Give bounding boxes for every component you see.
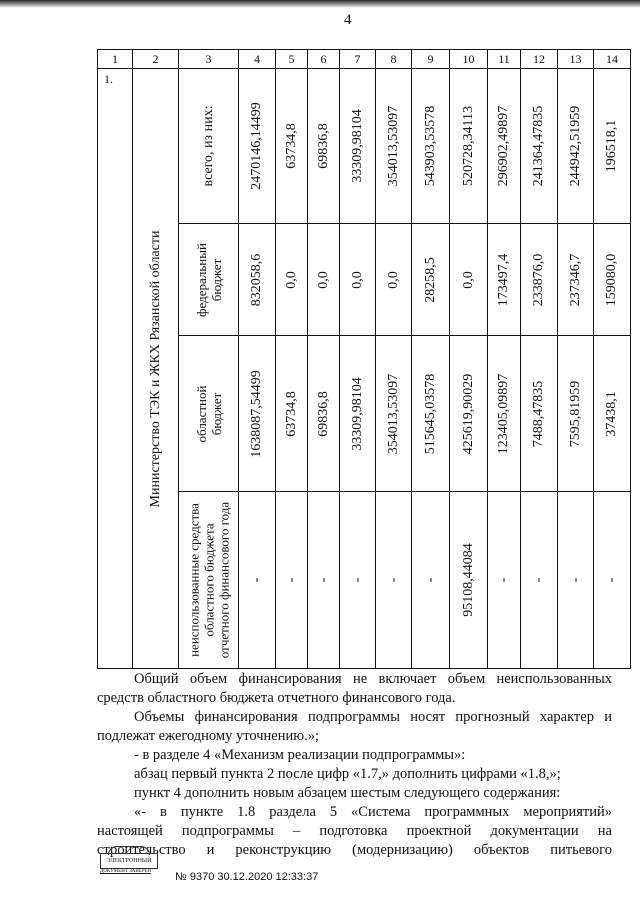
value-cell [239,492,276,669]
value-cell [276,69,308,224]
value: 0,0 [385,270,401,289]
value: 832058,6 [249,253,264,306]
value: 0,0 [460,270,476,289]
value-cell [558,69,594,224]
value-cell [594,492,631,669]
value-cell [450,224,488,336]
value-cell [450,69,488,224]
value-cell [521,492,558,669]
value: 28258,5 [422,256,438,303]
value: 159080,0 [604,253,619,306]
value-cell [521,224,558,336]
value: 0,0 [315,270,331,289]
body-paragraph: средств областного бюджета отчетного финансового года. [97,690,456,706]
value: 241364,47835 [531,105,546,187]
row-label-cell [179,336,239,492]
value: 515645,03578 [422,373,438,454]
value: 0,0 [283,270,299,289]
value: 0,0 [349,270,365,289]
value-cell [239,69,276,224]
value: 244942,51959 [567,105,583,187]
row-index-cell [98,69,133,669]
value: 296902,49897 [496,105,511,187]
row-index: 1. [104,72,113,86]
body-paragraph: «- в пункте 1.8 раздела 5 «Система программных мероприятий» [134,804,612,820]
value-cell [521,69,558,224]
value-cell [376,69,412,224]
value-cell [488,492,521,669]
value-cell [594,224,631,336]
value-cell [488,224,521,336]
row-label: областной бюджет [193,385,224,442]
column-number: 4 [239,50,276,69]
value: 95108,44084 [460,543,476,617]
value-cell [412,224,450,336]
value: 543903,53578 [422,105,438,187]
row-label-cell [179,224,239,336]
value: - [422,577,438,583]
value-cell [239,224,276,336]
value: 520728,34113 [460,106,476,186]
value: 237346,7 [567,253,583,306]
value-cell [558,492,594,669]
value-cell [488,69,521,224]
body-paragraph: Общий объем финансирования не включает объем неиспользованных [134,671,612,687]
value: 7595,81959 [567,380,583,447]
value: 63734,8 [283,390,299,437]
scan-edge [0,0,640,8]
value: - [567,577,583,583]
value: 7488,47835 [531,380,546,447]
value: 33309,98104 [349,109,365,183]
value-cell [376,336,412,492]
value: 33309,98104 [349,376,365,451]
body-paragraph: - в разделе 4 «Механизм реализации подпрограммы»: [134,747,466,763]
value: 354013,53097 [385,373,401,454]
column-number: 12 [521,50,558,69]
column-number: 10 [450,50,488,69]
executor-name: Министерство ТЭК и ЖКХ Рязанской области [147,230,163,507]
value: - [283,577,299,583]
value-cell [412,492,450,669]
value: 69836,8 [315,390,331,437]
stamp-subtitle: ДОКУМЕНТ ЗАВЕРЕН [100,869,152,874]
body-paragraph: абзац первый пункта 2 после цифр «1.7,» дополнить цифрами «1.8,»; [134,766,561,782]
body-paragraph: строительство и реконструкцию (модернизацию) объектов питьевого [97,842,612,858]
financing-table [97,49,631,669]
value: - [531,577,546,583]
value-cell [558,224,594,336]
body-paragraph: пункт 4 дополнить новым абзацем шестым следующего содержания: [134,785,561,801]
row-label: всего, из них: [200,105,216,187]
value: 425619,90029 [460,373,476,454]
column-number: 7 [340,50,376,69]
executor-cell [133,69,179,669]
row-label: неиспользованные средства областного бюджета отчетного финансового года [186,501,231,659]
value-cell [340,69,376,224]
registration-number: № 9370 30.12.2020 12:33:37 [175,871,319,883]
electronic-stamp: ЭЛЕКТРОННЫЙ [100,853,158,869]
column-number: 9 [412,50,450,69]
value-cell [412,69,450,224]
column-number-row [98,50,631,69]
value: - [385,577,401,583]
value-cell [308,492,340,669]
value-cell [308,224,340,336]
value-cell [340,224,376,336]
column-number: 1 [98,50,133,69]
row-total [98,69,631,224]
column-number: 14 [594,50,631,69]
value: 123405,09897 [496,373,511,454]
value: 2470146,14499 [249,102,264,190]
value-cell [412,336,450,492]
value-cell [276,336,308,492]
value: 196518,1 [604,119,619,173]
page-number: 4 [344,12,352,28]
value: - [604,577,619,583]
value-cell [594,336,631,492]
column-number: 11 [488,50,521,69]
column-number: 8 [376,50,412,69]
value: 63734,8 [283,123,299,169]
body-paragraph: подлежат ежегодному уточнению.»; [97,728,319,744]
value-cell [340,336,376,492]
column-number: 3 [179,50,239,69]
value-cell [376,492,412,669]
value: 37438,1 [604,390,619,437]
value-cell [376,224,412,336]
value-cell [239,336,276,492]
row-label: федеральный бюджет [193,242,224,317]
value: 354013,53097 [385,105,401,187]
value: - [315,577,331,583]
body-paragraph: Объемы финансирования подпрограммы носят прогнозный характер и [134,709,612,725]
value: - [496,577,511,583]
column-number: 13 [558,50,594,69]
value-cell [488,336,521,492]
value-cell [521,336,558,492]
body-paragraph: настоящей подпрограммы – подготовка проектной документации на [97,823,612,839]
row-label-cell [179,69,239,224]
column-number: 2 [133,50,179,69]
value-cell [276,224,308,336]
column-number: 6 [308,50,340,69]
value-cell [558,336,594,492]
value-cell [450,336,488,492]
value: 1638087,54499 [249,369,264,458]
value: - [249,577,264,583]
value-cell [340,492,376,669]
value: 233876,0 [531,253,546,306]
value: 69836,8 [315,123,331,169]
row-label-cell [179,492,239,669]
value-cell [308,69,340,224]
value-cell [276,492,308,669]
value-cell [450,492,488,669]
value: 173497,4 [496,253,511,306]
column-number: 5 [276,50,308,69]
value-cell [308,336,340,492]
value-cell [594,69,631,224]
value: - [349,577,365,583]
